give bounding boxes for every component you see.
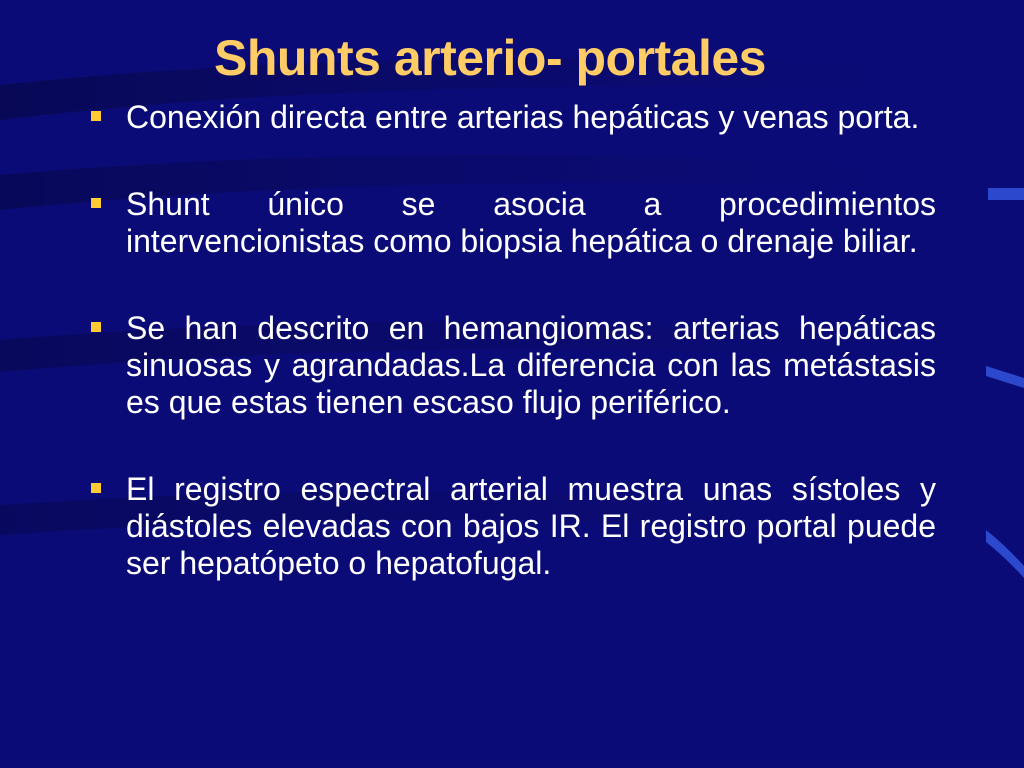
square-bullet-icon	[91, 198, 101, 208]
bullet-item	[88, 186, 936, 260]
bullet-text: Se han descrito en hemangiomas: arterias hepáticas sinuosas y agrandadas.La diferencia con las metástasis es que estas tienen escaso flujo periférico.	[126, 310, 936, 420]
bullet-text: El registro espectral arterial muestra unas sístoles y diástoles elevadas con bajos IR. El registro portal puede ser hepatópeto o hepatofugal.	[126, 471, 936, 581]
bullet-item	[88, 310, 936, 421]
bullet-item	[88, 471, 936, 582]
bullet-list	[88, 99, 936, 582]
square-bullet-icon	[91, 111, 101, 121]
square-bullet-icon	[91, 483, 101, 493]
bullet-item	[88, 99, 936, 136]
square-bullet-icon	[91, 322, 101, 332]
bullet-text: Conexión directa entre arterias hepáticas y venas porta.	[126, 99, 920, 135]
slide-title: Shunts arterio- portales	[214, 30, 766, 86]
bullet-text: Shunt único se asocia a procedimientos intervencionistas como biopsia hepática o drenaje biliar.	[126, 186, 936, 259]
